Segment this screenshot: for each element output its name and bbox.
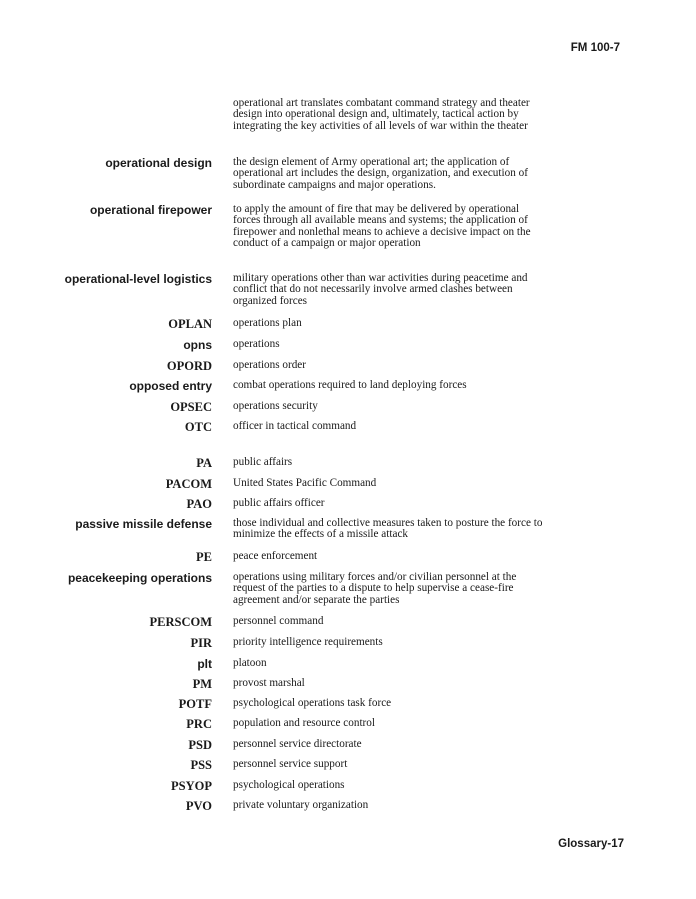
page-number: Glossary-17 [558,838,624,850]
glossary-term: OPORD [166,359,212,373]
glossary-definition: military operations other than war activities during peacetime and conflict that do not necessarily involve armed clashes between organized forces [233,272,528,307]
glossary-definition: operations plan [233,317,302,329]
glossary-term: PSYOP [171,779,212,793]
glossary-definition: combat operations required to land deploying forces [233,379,467,391]
glossary-definition: United States Pacific Command [233,477,377,489]
glossary-term: operational-level logistics [64,272,212,286]
document-id: FM 100-7 [570,42,620,54]
glossary-term: PSS [190,758,212,772]
glossary-term: plt [197,657,212,671]
glossary-definition: provost marshal [233,677,305,689]
glossary-term: PE [196,550,212,564]
glossary-term: PVO [185,799,212,813]
glossary-definition: platoon [233,657,267,669]
glossary-term: PERSCOM [149,615,212,629]
glossary-term: PACOM [165,477,212,491]
glossary-term: POTF [178,697,212,711]
glossary-definition: operations order [233,359,307,371]
glossary-term: operational design [105,156,212,170]
glossary-definition: personnel command [233,615,324,627]
glossary-definition: public affairs [233,456,293,468]
glossary-definition: personnel service support [233,758,348,770]
glossary-definition: officer in tactical command [233,420,357,432]
glossary-term: PRC [186,717,212,731]
glossary-definition: peace enforcement [233,550,318,562]
glossary-definition: personnel service directorate [233,738,362,750]
glossary-definition: psychological operations [233,779,345,791]
glossary-term: PAO [186,497,212,511]
glossary-term: operational firepower [89,203,212,217]
glossary-definition: the design element of Army operational art; the application of operational art includes the design, organization, and execution of subordinate campaigns and major operations. [233,156,528,191]
glossary-definition: to apply the amount of fire that may be delivered by operational forces through all available means and systems; the application of firepower and nonlethal means to achieve a decisive impact on the conduct of a campaign or major operation [233,203,531,250]
glossary-definition: operations security [233,400,318,412]
glossary-definition: operations using military forces and/or civilian personnel at the request of the parties to a dispute to help supervise a cease-fire agreement and/or separate the parties [233,571,517,606]
glossary-definition: those individual and collective measures taken to posture the force to minimize the effects of a missile attack [233,517,543,541]
glossary-definition: operations [233,338,280,350]
glossary-term: PA [196,456,212,470]
glossary-term: PM [192,677,212,691]
glossary-term: PIR [190,636,212,650]
glossary-term: PSD [188,738,212,752]
glossary-term: passive missile defense [75,517,212,531]
glossary-term: OTC [184,420,212,434]
glossary-definition: public affairs officer [233,497,325,509]
continuation-text: operational art translates combatant command strategy and theater design into operational design and, ultimately, tactical action by integrating the key activities of all levels of war within the theater [233,97,530,132]
glossary-definition: psychological operations task force [233,697,392,709]
glossary-definition: private voluntary organization [233,799,369,811]
glossary-term: peacekeeping operations [67,571,212,585]
glossary-term: OPLAN [168,317,212,331]
glossary-term: opns [183,338,212,352]
glossary-term: opposed entry [129,379,212,393]
glossary-definition: population and resource control [233,717,375,729]
glossary-term: OPSEC [170,400,212,414]
glossary-definition: priority intelligence requirements [233,636,383,648]
